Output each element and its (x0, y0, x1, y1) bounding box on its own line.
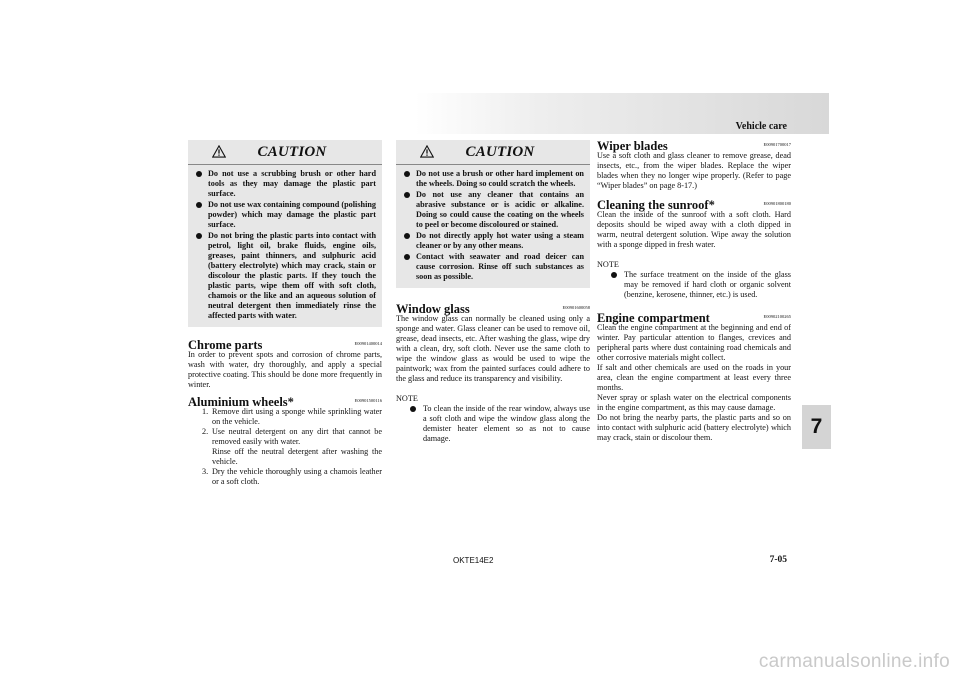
column-1 (188, 140, 382, 487)
page-header-title: Vehicle care (735, 121, 787, 132)
caution-item: Do not use a scrubbing brush or other hard tools as they may damage the plastic part surface. (188, 169, 382, 199)
section-code: E00901600058 (562, 305, 590, 310)
caution-item: Do not bring the plastic parts into contact with petrol, light oil, brake fluids, engine oils, greases, paint thinners, and sulphuric acid (battery electrolyte) which may crack, stain or discolour the plastic parts. If they touch the plastic parts, wipe them off with soft cloth, chamois or the like and an aqueous solution of neutral detergent then immediately rinse the affected parts with water. (188, 231, 382, 321)
note-label: NOTE (396, 394, 418, 403)
caution-item: Do not directly apply hot water using a steam cleaner or by any other means. (396, 231, 590, 251)
caution-item: Do not use a brush or other hard implement on the wheels. Doing so could scratch the wheels. (396, 169, 590, 189)
caution-header (188, 140, 382, 165)
column-3 (597, 140, 791, 443)
section-heading-chrome: Chrome parts E00901400014 (188, 338, 382, 352)
bullet-icon (196, 202, 202, 208)
bullet-icon (196, 233, 202, 239)
note-label: NOTE (597, 260, 619, 269)
note-item: The surface treatment on the inside of the glass may be removed if hard cloth or organic solvent (benzine, kerosene, thinner, etc.) is used. (597, 270, 791, 300)
step-item: 3. Dry the vehicle thoroughly using a chamois leather or a soft cloth. (202, 467, 382, 486)
section-code: E00901800180 (763, 201, 791, 206)
column-2 (396, 140, 590, 444)
caution-item: Do not use wax containing compound (polishing powder) which may damage the plastic part surface. (188, 200, 382, 230)
caution-title: CAUTION (465, 144, 535, 160)
bullet-icon (404, 192, 410, 198)
step-item: 2. Use neutral detergent on any dirt that cannot be removed easily with water. (202, 427, 382, 446)
watermark[interactable]: carmanualsonline.info (758, 651, 950, 672)
footer-page-number: 7-05 (769, 555, 787, 565)
section-code: E00902100265 (763, 314, 791, 319)
section-code: E00901700017 (763, 142, 791, 147)
engine-paragraph: Clean the engine compartment at the beginning and end of winter. Pay particular attention to flanges, crevices and peripheral parts where dust containing road chemicals and other corrosive materials might collect. (597, 323, 791, 362)
bullet-icon (404, 233, 410, 239)
section-heading-engine: Engine compartment E00902100265 (597, 311, 791, 325)
warning-triangle-icon (420, 145, 434, 158)
note-item: To clean the inside of the rear window, always use a soft cloth and wipe the window glass along the demister heater element so as not to cause damage. (396, 404, 590, 444)
caution-box-wheels (396, 140, 590, 288)
bullet-icon (404, 171, 410, 177)
step-item: Rinse off the neutral detergent after washing the vehicle. (212, 447, 382, 466)
section-heading-sunroof: Cleaning the sunroof* E00901800180 (597, 198, 791, 212)
bullet-icon (410, 406, 416, 412)
section-heading-wiper: Wiper blades E00901700017 (597, 139, 791, 153)
chrome-body: In order to prevent spots and corrosion of chrome parts, wash with water, dry thoroughly, and apply a special protective coating. This should be done more frequently in winter. (188, 350, 382, 389)
window-body: The window glass can normally be cleaned using only a sponge and water. Glass cleaner can be used to remove oil, grease, dead insects, etc. After washing the glass, wipe dry with a clean, dry, soft cloth. Never use the same cloth to wipe the window glass as would be used to wipe the paintwork; wax from the painted surfaces could adhere to the glass and reduce its transparency and visibility. (396, 314, 590, 383)
caution-box-plastic (188, 140, 382, 327)
section-heading-aluminium: Aluminium wheels* E00901500116 (188, 395, 382, 409)
section-heading-window: Window glass E00901600058 (396, 302, 590, 316)
engine-paragraph: If salt and other chemicals are used on the roads in your area, clean the engine compartment at least every three months. (597, 363, 791, 392)
bullet-icon (196, 171, 202, 177)
chapter-tab[interactable]: 7 (802, 405, 831, 449)
caution-item: Do not use any cleaner that contains an abrasive substance or is acidic or alkaline. Doing so could cause the coating on the wheels to peel or become discoloured or stained. (396, 190, 590, 230)
step-item: 1. Remove dirt using a sponge while sprinkling water on the vehicle. (202, 407, 382, 426)
caution-header (396, 140, 590, 165)
section-code: E00901500116 (354, 398, 382, 403)
wiper-body: Use a soft cloth and glass cleaner to remove grease, dead insects, etc., from the wiper blades. Replace the wiper blades when they no longer wipe properly. (Refer to page “Wiper blades” on page 8-17.) (597, 151, 791, 190)
engine-paragraph: Never spray or splash water on the electrical components in the engine compartment, as this may cause damage. (597, 393, 791, 412)
bullet-icon (404, 254, 410, 260)
warning-triangle-icon (212, 145, 226, 158)
section-code: E00901400014 (354, 341, 382, 346)
caution-item: Contact with seawater and road deicer can cause corrosion. Rinse off such substances as soon as possible. (396, 252, 590, 282)
caution-title: CAUTION (257, 144, 327, 160)
engine-paragraph: Do not bring the nearby parts, the plastic parts and so on into contact with sulphuric acid (battery electrolyte) which may crack, stain or discolour them. (597, 413, 791, 442)
sunroof-body: Clean the inside of the sunroof with a soft cloth. Hard deposits should be wiped away with a cloth dipped in warm, neutral detergent solution. Wipe away the solution with a sponge dipped in fresh water. (597, 210, 791, 249)
footer-doc-code: OKTE14E2 (453, 556, 494, 565)
bullet-icon (611, 272, 617, 278)
